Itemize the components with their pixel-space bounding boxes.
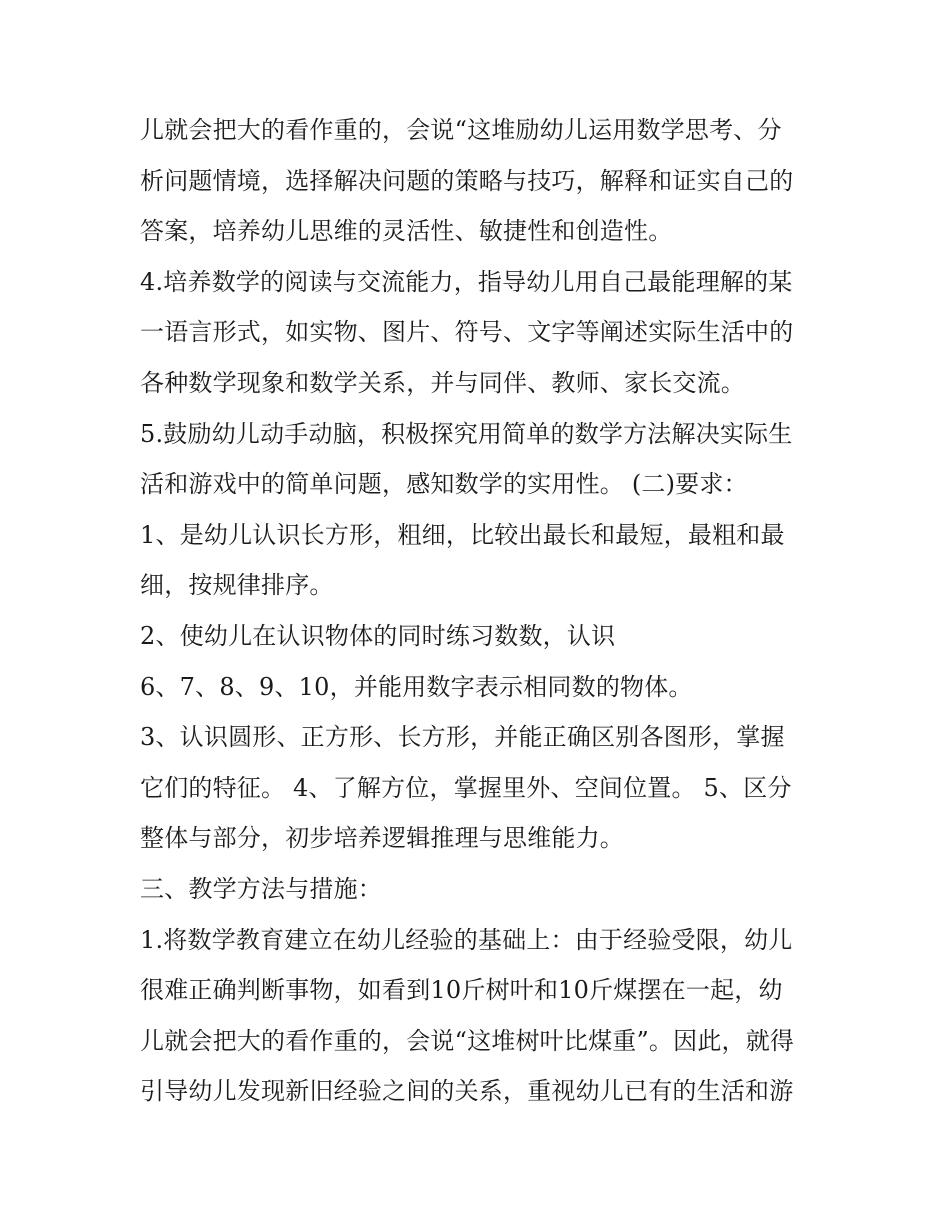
text-line: 儿就会把大的看作重的，会说“这堆树叶比煤重”。因此，就得 (140, 1026, 795, 1055)
text-line: 一语言形式，如实物、图片、符号、文字等阐述实际生活中的 (140, 318, 794, 347)
text-line: 析问题情境，选择解决问题的策略与技巧，解释和证实自己的 (140, 166, 794, 195)
text-line: 5.鼓励幼儿动手动脑，积极探究用简单的数学方法解决实际生 (140, 419, 793, 448)
text-line: 儿就会把大的看作重的，会说“这堆励幼儿运用数学思考、分 (140, 116, 782, 144)
text-line: 4.培养数学的阅读与交流能力，指导幼儿用自己最能理解的某 (140, 267, 793, 296)
section-heading: 三、教学方法与措施： (140, 874, 382, 903)
document-body (140, 105, 820, 1117)
text-line: 1、是幼儿认识长方形，粗细，比较出最长和最短，最粗和最 (140, 520, 785, 549)
text-line: 各种数学现象和数学关系，并与同伴、教师、家长交流。 (140, 368, 745, 397)
text-line: 3、认识圆形、正方形、长方形，并能正确区别各图形，掌握 (140, 723, 785, 752)
text-line: 细，按规律排序。 (140, 571, 334, 600)
text-line: 它们的特征。 4、了解方位，掌握里外、空间位置。 5、区分 (140, 773, 792, 802)
text-line: 答案，培养幼儿思维的灵活性、敏捷性和创造性。 (140, 217, 673, 246)
text-line: 活和游戏中的简单问题，感知数学的实用性。 (二)要求： (140, 470, 748, 499)
text-line: 整体与部分，初步培养逻辑推理与思维能力。 (140, 824, 624, 853)
text-line: 1.将数学教育建立在幼儿经验的基础上：由于经验受限，幼儿 (140, 925, 793, 954)
text-line: 2、使幼儿在认识物体的同时练习数数，认识 (140, 621, 616, 650)
text-line: 引导幼儿发现新旧经验之间的关系，重视幼儿已有的生活和游 (140, 1077, 794, 1106)
text-line: 6、7、8、9、10，并能用数字表示相同数的物体。 (140, 672, 693, 701)
text-line: 很难正确判断事物，如看到10斤树叶和10斤煤摆在一起，幼 (140, 976, 783, 1005)
